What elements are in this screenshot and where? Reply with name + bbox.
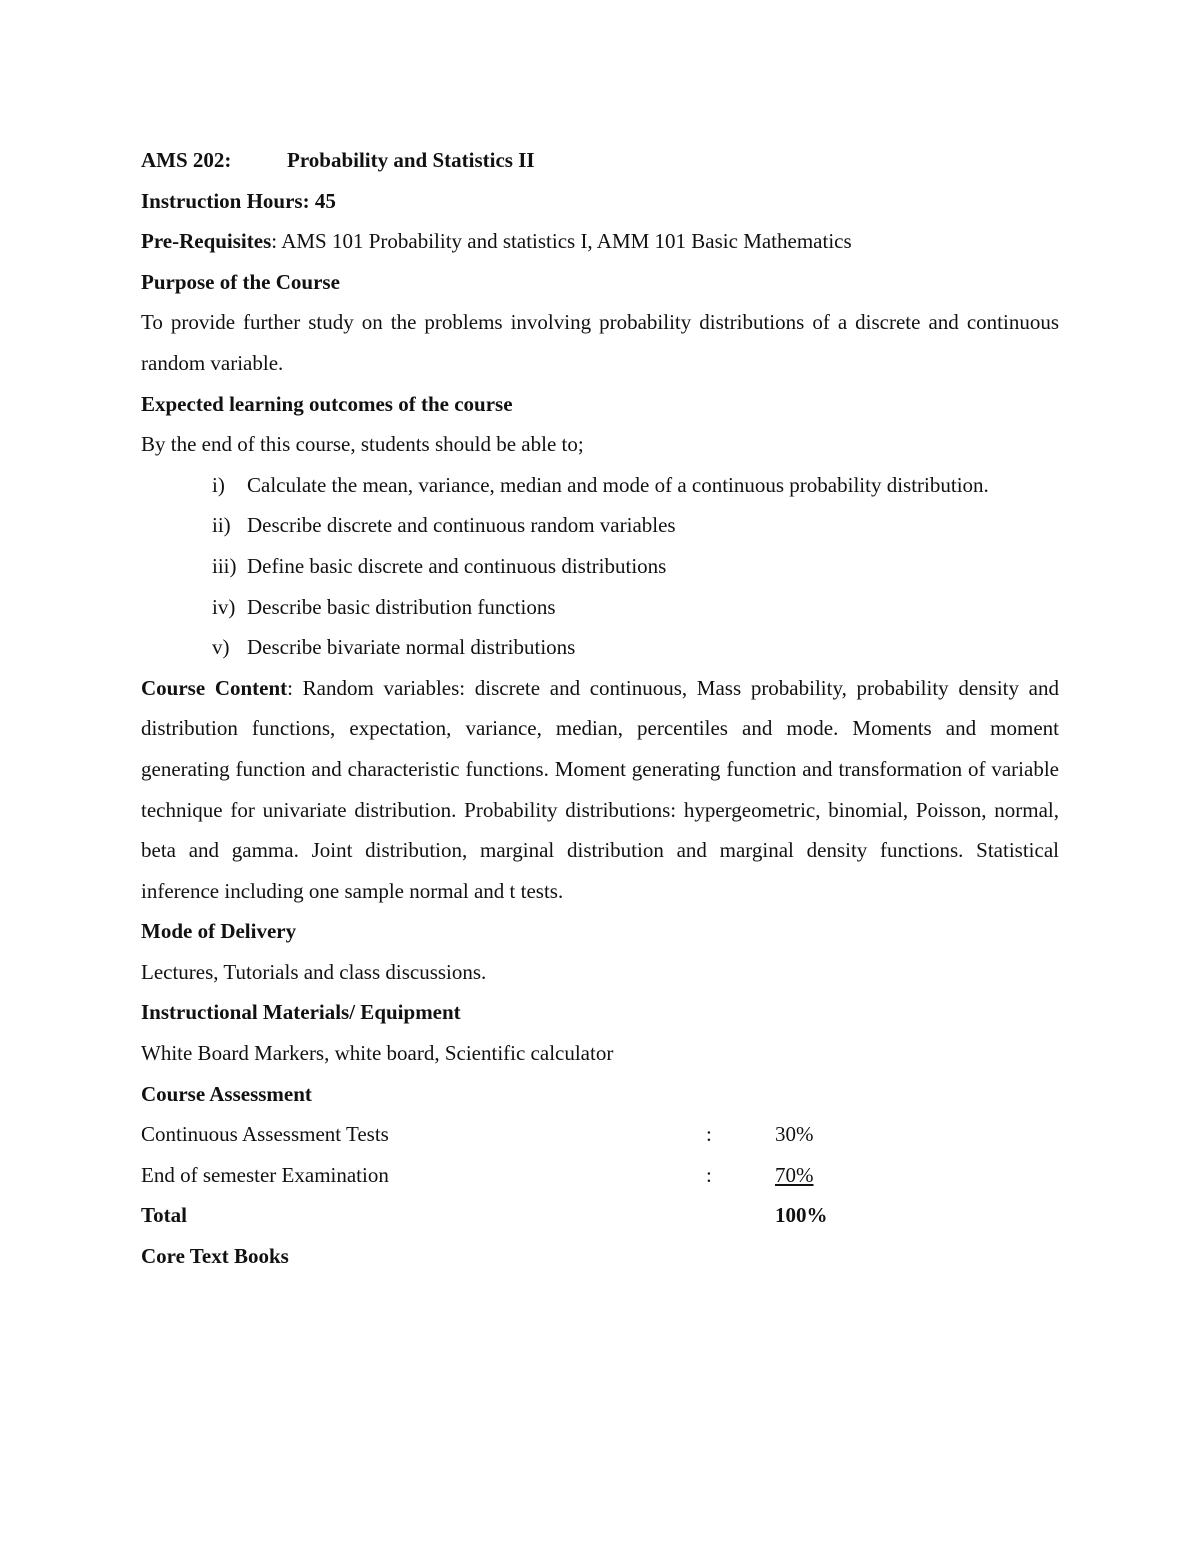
delivery-heading: Mode of Delivery xyxy=(141,919,297,944)
outcomes-list xyxy=(141,465,1059,668)
list-item xyxy=(141,505,1059,546)
course-code: AMS 202: xyxy=(141,148,232,172)
assessment-row xyxy=(141,1155,1059,1196)
assessment-total-value: 100% xyxy=(775,1203,828,1228)
list-item-number: iii) xyxy=(212,553,237,578)
outcomes-intro: By the end of this course, students should be able to; xyxy=(141,432,584,457)
list-item xyxy=(141,546,1059,587)
course-title-line xyxy=(141,140,1059,181)
assessment-total-label: Total xyxy=(141,1203,187,1228)
document-page xyxy=(141,140,1059,1277)
list-item xyxy=(141,465,1059,506)
purpose-heading: Purpose of the Course xyxy=(141,269,340,294)
list-item-text: Describe basic distribution functions xyxy=(247,594,556,619)
prerequisites-text: : AMS 101 Probability and statistics I, AMM 101 Basic Mathematics xyxy=(271,229,852,254)
prerequisites-line xyxy=(141,221,1059,262)
assessment-label: End of semester Examination xyxy=(141,1162,389,1187)
materials-text: White Board Markers, white board, Scientific calculator xyxy=(141,1041,614,1066)
assessment-label: Continuous Assessment Tests xyxy=(141,1122,389,1147)
list-item-number: ii) xyxy=(212,513,231,538)
outcomes-heading: Expected learning outcomes of the course xyxy=(141,391,513,416)
assessment-colon: : xyxy=(706,1122,712,1147)
core-text-books-heading: Core Text Books xyxy=(141,1244,289,1269)
list-item-number: iv) xyxy=(212,594,236,619)
materials-heading: Instructional Materials/ Equipment xyxy=(141,1000,461,1025)
assessment-heading: Course Assessment xyxy=(141,1081,312,1106)
assessment-row xyxy=(141,1114,1059,1155)
course-content-label: Course Content xyxy=(141,675,288,700)
purpose-text: To provide further study on the problems involving probability distributions of a discrete and continuous random variable. xyxy=(141,310,1059,375)
course-content-paragraph xyxy=(141,668,1059,912)
course-content-text: : Random variables: discrete and continuous, Mass probability, probability density and distribution functions, expectation, variance, median, percentiles and mode. Moments and moment generating function and characteristic functions. Moment generating function and transformation of variable technique for univariate distribution. Probability distributions: hypergeometric, binomial, Poisson, normal, beta and gamma. Joint distribution, marginal distribution and marginal density functions. Statistical inference including one sample normal and t tests. xyxy=(141,675,1059,903)
delivery-text: Lectures, Tutorials and class discussions. xyxy=(141,959,487,984)
list-item-text: Calculate the mean, variance, median and mode of a continuous probability distribution. xyxy=(247,472,989,497)
list-item-text: Define basic discrete and continuous distributions xyxy=(247,553,667,578)
assessment-value: 70% xyxy=(775,1162,814,1187)
list-item xyxy=(141,587,1059,628)
list-item-text: Describe discrete and continuous random variables xyxy=(247,513,676,538)
list-item-number: i) xyxy=(212,472,225,497)
list-item xyxy=(141,627,1059,668)
assessment-total-row xyxy=(141,1195,1059,1236)
course-title: Probability and Statistics II xyxy=(287,148,535,172)
assessment-colon: : xyxy=(706,1162,712,1187)
assessment-value: 30% xyxy=(775,1122,814,1147)
instruction-hours: Instruction Hours: 45 xyxy=(141,188,336,213)
list-item-text: Describe bivariate normal distributions xyxy=(247,635,576,660)
list-item-number: v) xyxy=(212,635,230,660)
prerequisites-label: Pre-Requisites xyxy=(141,229,272,254)
